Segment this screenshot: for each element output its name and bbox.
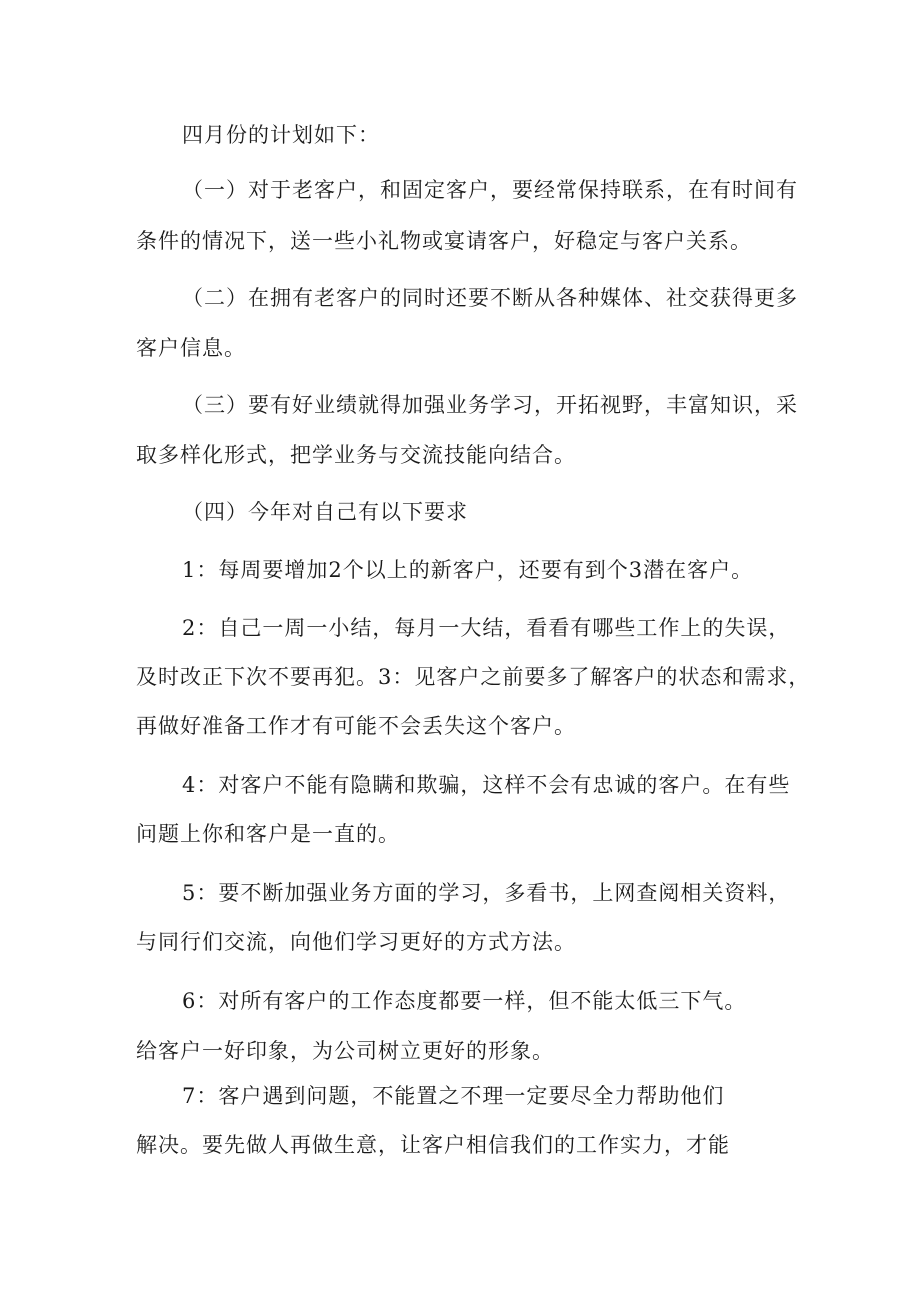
requirement-2-line-3: 再做好准备工作才有可能不会丢失这个客户。 [136,714,576,738]
item-3-line-2: 取多样化形式，把学业务与交流技能向结合。 [136,443,576,467]
document-heading: 四月份的计划如下： [182,123,380,147]
requirement-7-line-1: 7：客户遇到问题，不能置之不理一定要尽全力帮助他们 [182,1084,725,1108]
requirement-6-line-1: 6：对所有客户的工作态度都要一样，但不能太低三下气。 [182,989,747,1013]
item-1-line-1: （一）对于老客户，和固定客户，要经常保持联系，在有时间有 [182,178,798,202]
item-4-line-1: （四）今年对自己有以下要求 [182,500,468,524]
requirement-4-line-1: 4：对客户不能有隐瞒和欺骗，这样不会有忠诚的客户。在有些 [182,773,791,797]
item-2-line-2: 客户信息。 [136,336,246,360]
requirement-4-line-2: 问题上你和客户是一直的。 [136,822,400,846]
item-1-line-2: 条件的情况下，送一些小礼物或宴请客户，好稳定与客户关系。 [136,229,752,253]
item-2-line-1: （二）在拥有老客户的同时还要不断从各种媒体、社交获得更多 [182,286,798,310]
requirement-7-line-2: 解决。要先做人再做生意，让客户相信我们的工作实力，才能 [136,1133,730,1157]
requirement-5-line-1: 5：要不断加强业务方面的学习，多看书，上网查阅相关资料， [182,881,791,905]
requirement-6-line-2: 给客户一好印象，为公司树立更好的形象。 [136,1039,554,1063]
item-3-line-1: （三）要有好业绩就得加强业务学习，开拓视野，丰富知识，采 [182,393,798,417]
requirement-5-line-2: 与同行们交流，向他们学习更好的方式方法。 [136,930,576,954]
requirement-1-line-1: 1：每周要增加2个以上的新客户，还要有到个3潜在客户。 [182,558,754,582]
requirement-2-line-1: 2：自己一周一小结，每月一大结，看看有哪些工作上的失误， [182,616,791,640]
requirement-2-line-2: 及时改正下次不要再犯。3：见客户之前要多了解客户的状态和需求， [136,665,811,689]
